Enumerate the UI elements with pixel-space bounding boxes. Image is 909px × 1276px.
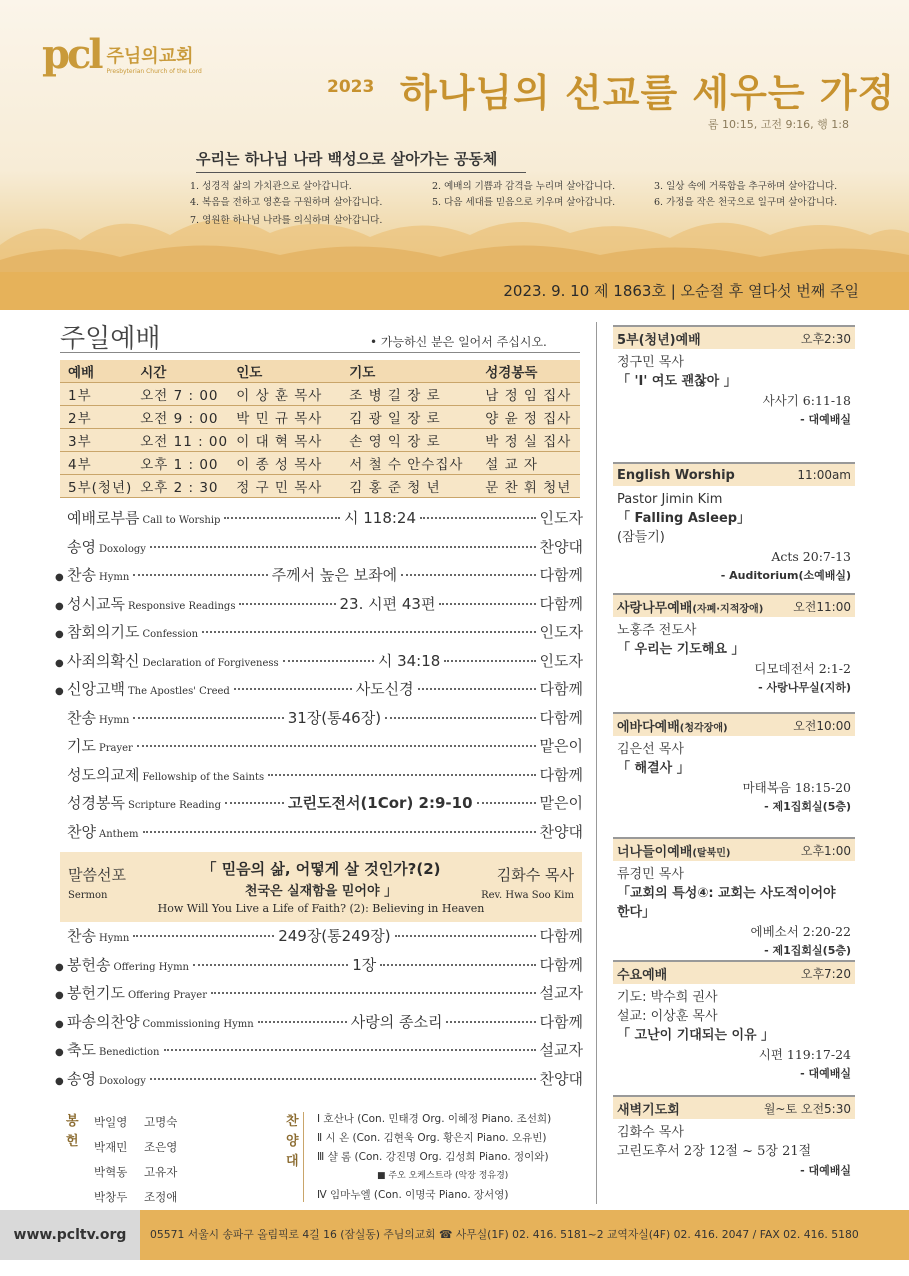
leader-dots bbox=[380, 964, 535, 966]
stand-bullet-icon: ● bbox=[55, 961, 64, 973]
sermon-label-en: Sermon bbox=[68, 890, 108, 901]
order-item bbox=[55, 1011, 583, 1037]
service-time: 오후2:30 bbox=[800, 331, 851, 346]
service-name bbox=[617, 964, 667, 983]
choir-item: Ⅰ 호산나 (Con. 민태경 Org. 이혜정 Piano. 조선희) bbox=[317, 1113, 552, 1125]
table-cell: 손 영 익 장 로 bbox=[341, 428, 477, 451]
service-name bbox=[617, 597, 763, 616]
choir-label: 찬 양 대 bbox=[286, 1114, 299, 1169]
table-cell: 김 광 일 장 로 bbox=[341, 405, 477, 428]
order-item-leader: 다함께 bbox=[539, 1012, 583, 1031]
order-item bbox=[55, 821, 583, 847]
leader-dots bbox=[202, 631, 535, 633]
table-header: 예배 bbox=[60, 360, 132, 382]
order-item-eng: Doxology bbox=[98, 1075, 146, 1087]
stand-bullet-icon: ● bbox=[55, 1047, 64, 1058]
leader-dots bbox=[418, 688, 536, 690]
table-cell: 남 정 임 집사 bbox=[477, 382, 580, 405]
leader-dots bbox=[401, 574, 535, 576]
table-row bbox=[60, 474, 580, 497]
sermon-pastor: 김화수 목사 bbox=[496, 866, 574, 884]
principle-item: 3. 일상 속에 거룩함을 추구하며 살아갑니다. bbox=[654, 181, 838, 192]
order-item-content: 주께서 높은 보좌에 bbox=[271, 566, 398, 584]
order-item-kor: 사죄의확신 bbox=[67, 651, 140, 670]
sermon-label: 말씀선포 bbox=[68, 866, 126, 884]
service-scripture: Acts 20:7-13 bbox=[771, 549, 851, 564]
choir-item: Ⅳ 임마누엘 (Con. 이명국 Piano. 장서영) bbox=[317, 1189, 509, 1201]
column-divider bbox=[596, 322, 597, 1204]
stand-bullet-icon: ● bbox=[55, 990, 64, 1001]
order-item-eng: Benediction bbox=[98, 1047, 160, 1058]
service-name-text: 사랑나무예배 bbox=[617, 600, 693, 616]
leader-dots bbox=[224, 517, 340, 519]
service-block bbox=[613, 1095, 855, 1180]
table-cell: 1부 bbox=[60, 382, 132, 405]
offering-pair bbox=[94, 1135, 194, 1160]
order-item-eng: Commissioning Hymn bbox=[142, 1018, 254, 1030]
motto: 우리는 하나님 나라 백성으로 살아가는 공동체 bbox=[196, 148, 526, 173]
service-header bbox=[613, 1095, 855, 1119]
leader-dots bbox=[395, 935, 536, 937]
annual-theme-title: 하나님의 선교를 세우는 가정 bbox=[400, 71, 896, 115]
service-body bbox=[613, 349, 855, 429]
order-item-kor: 파송의찬양 bbox=[67, 1012, 140, 1031]
order-item bbox=[55, 650, 583, 676]
service-schedule-table bbox=[60, 360, 580, 498]
logo-name: 주님의교회 bbox=[106, 46, 194, 67]
order-item-eng: Doxology bbox=[98, 543, 146, 555]
leader-dots bbox=[150, 546, 536, 548]
table-cell: 박 정 실 집사 bbox=[477, 428, 580, 451]
order-item bbox=[55, 925, 583, 951]
service-time: 월~토 오전5:30 bbox=[763, 1101, 851, 1116]
service-header bbox=[613, 325, 855, 349]
order-item-leader: 맡은이 bbox=[539, 794, 583, 812]
service-header bbox=[613, 593, 855, 617]
table-cell: 조 병 길 장 로 bbox=[341, 382, 477, 405]
orchestra-note: ■ 주오 오케스트라 (악장 정유경) bbox=[377, 1171, 509, 1181]
order-item-leader: 맡은이 bbox=[539, 737, 583, 755]
service-audience: (자폐·지적장애) bbox=[692, 603, 764, 615]
table-header: 기도 bbox=[341, 360, 477, 382]
offering-pair bbox=[94, 1160, 194, 1185]
table-cell: 3부 bbox=[60, 428, 132, 451]
table-cell: 오전 11 : 00 bbox=[132, 428, 228, 451]
leader-dots bbox=[193, 964, 348, 966]
sermon-box bbox=[60, 852, 582, 922]
service-sermon-title: 「 Falling Asleep」 bbox=[617, 511, 751, 526]
order-item-kor: 성경봉독 bbox=[67, 794, 125, 812]
offering-pair bbox=[94, 1185, 194, 1210]
order-item bbox=[55, 735, 583, 761]
offering-pair bbox=[94, 1110, 194, 1135]
order-item-kor: 기도 bbox=[67, 737, 96, 755]
stand-note: • 가능하신 분은 일어서 주십시오. bbox=[370, 335, 547, 349]
order-item-kor: 봉헌송 bbox=[67, 955, 111, 974]
table-row bbox=[60, 428, 580, 451]
logo-english: Presbyterian Church of the Lord bbox=[106, 68, 202, 75]
sermon-pastor-en: Rev. Hwa Soo Kim bbox=[481, 890, 574, 901]
order-item-kor: 찬송 bbox=[67, 927, 96, 945]
divider bbox=[303, 1112, 304, 1202]
offering-name: 박재민 bbox=[94, 1140, 128, 1154]
offering-name: 조은영 bbox=[144, 1140, 178, 1154]
table-cell: 4부 bbox=[60, 451, 132, 474]
service-time: 11:00am bbox=[797, 468, 851, 482]
leader-dots bbox=[446, 1021, 535, 1023]
order-item-content: 사랑의 종소리 bbox=[350, 1012, 443, 1031]
stand-bullet-icon: ● bbox=[55, 657, 64, 669]
order-item-kor: 성도의교제 bbox=[67, 765, 140, 784]
order-item-kor: 찬양 bbox=[67, 822, 96, 841]
table-cell: 서 철 수 안수집사 bbox=[341, 451, 477, 474]
offering-name: 박일영 bbox=[94, 1115, 128, 1129]
principle-item: 4. 복음을 전하고 영혼을 구원하며 살아갑니다. bbox=[190, 197, 383, 208]
service-time: 오전10:00 bbox=[793, 718, 851, 733]
order-item bbox=[55, 621, 583, 647]
order-item-content: 31장(통46장) bbox=[287, 708, 382, 727]
order-item-kor: 송영 bbox=[67, 1069, 96, 1088]
service-name-text: English Worship bbox=[617, 467, 735, 483]
order-item bbox=[55, 1068, 583, 1094]
leader-dots bbox=[164, 1049, 536, 1051]
order-item-leader: 찬양대 bbox=[539, 1069, 583, 1088]
service-body bbox=[613, 861, 855, 960]
leader-dots bbox=[211, 992, 536, 994]
stand-bullet-icon: ● bbox=[55, 1075, 64, 1087]
service-location: - 제1집회실(5층) bbox=[764, 800, 851, 813]
order-item-kor: 봉헌기도 bbox=[67, 984, 125, 1002]
order-item bbox=[55, 564, 583, 590]
service-scripture: 마태복음 18:15-20 bbox=[742, 780, 851, 795]
section-title: 주일예배 bbox=[60, 324, 161, 354]
service-line: 노홍주 전도사 bbox=[617, 623, 697, 638]
leader-dots bbox=[444, 660, 535, 662]
service-audience: (청각장애) bbox=[679, 722, 728, 734]
order-item-eng: Confession bbox=[142, 629, 199, 640]
offering-name: 고명숙 bbox=[144, 1115, 178, 1129]
order-item-kor: 찬송 bbox=[67, 566, 96, 584]
service-body bbox=[613, 736, 855, 816]
leader-dots bbox=[133, 574, 267, 576]
order-item bbox=[55, 792, 583, 818]
table-cell: 정 구 민 목사 bbox=[228, 474, 341, 497]
service-block bbox=[613, 712, 855, 816]
table-cell: 2부 bbox=[60, 405, 132, 428]
order-item-leader: 인도자 bbox=[539, 651, 583, 670]
service-name bbox=[617, 716, 728, 735]
service-name bbox=[617, 841, 730, 860]
order-item-content: 시 118:24 bbox=[343, 509, 416, 527]
stand-bullet-icon: ● bbox=[55, 1018, 64, 1030]
order-item-kor: 예배로부름 bbox=[67, 509, 140, 527]
leader-dots bbox=[133, 935, 274, 937]
leader-dots bbox=[268, 774, 535, 776]
divider bbox=[60, 352, 580, 353]
service-header bbox=[613, 960, 855, 984]
principle-item: 7. 영원한 하나님 나라를 의식하며 살아갑니다. bbox=[190, 215, 383, 226]
order-item-eng: Offering Prayer bbox=[127, 990, 208, 1001]
table-cell: 이 상 훈 목사 bbox=[228, 382, 341, 405]
offering-name: 박창두 bbox=[94, 1190, 128, 1204]
stand-bullet-icon: ● bbox=[55, 629, 64, 640]
service-sermon-subtitle: (잠들기) bbox=[617, 530, 665, 545]
logo-mark: pcl bbox=[42, 31, 101, 78]
order-item-kor: 송영 bbox=[67, 537, 96, 556]
service-name bbox=[617, 1099, 680, 1118]
leader-dots bbox=[283, 660, 374, 662]
service-name-text: 너나들이예배 bbox=[617, 844, 693, 860]
choir-item: Ⅱ 시 온 (Con. 김현욱 Org. 황은지 Piano. 오유빈) bbox=[317, 1132, 547, 1144]
order-item-leader: 찬양대 bbox=[539, 822, 583, 841]
service-name-text: 5부(청년)예배 bbox=[617, 332, 701, 348]
service-line: Pastor Jimin Kim bbox=[617, 492, 723, 507]
sermon-subtitle: 천국은 실재함을 믿어야 」 bbox=[244, 884, 398, 899]
service-line: 기도: 박수희 권사 bbox=[617, 990, 718, 1005]
service-sermon-title: 「 고난이 기대되는 이유 」 bbox=[617, 1028, 775, 1043]
principle-item: 5. 다음 세대를 믿음으로 키우며 살아갑니다. bbox=[432, 197, 616, 208]
order-item bbox=[55, 954, 583, 980]
service-block bbox=[613, 960, 855, 1083]
service-block bbox=[613, 837, 855, 960]
order-item-leader: 다함께 bbox=[539, 927, 584, 945]
order-item-eng: Hymn bbox=[98, 933, 130, 944]
order-item-content: 고린도전서(1Cor) 2:9-10 bbox=[288, 794, 473, 812]
service-location: - 제1집회실(5층) bbox=[764, 944, 851, 957]
service-audience: (탈북민) bbox=[692, 847, 731, 859]
table-header: 인도 bbox=[228, 360, 341, 382]
service-name-text: 에바다예배 bbox=[617, 719, 680, 735]
service-block bbox=[613, 462, 855, 585]
table-cell: 박 민 규 목사 bbox=[228, 405, 341, 428]
order-item-eng: Call to Worship bbox=[142, 515, 221, 526]
leader-dots bbox=[225, 802, 284, 804]
church-logo bbox=[42, 31, 202, 78]
order-item-kor: 축도 bbox=[67, 1041, 96, 1059]
service-time: 오후7:20 bbox=[800, 966, 851, 981]
order-item-kor: 신앙고백 bbox=[67, 680, 125, 698]
table-cell: 오전 9 : 00 bbox=[132, 405, 228, 428]
sermon-title-en: How Will You Live a Life of Faith? (2): Believing in Heaven bbox=[157, 902, 485, 915]
leader-dots bbox=[234, 688, 352, 690]
leader-dots bbox=[439, 603, 535, 605]
order-item-leader: 다함께 bbox=[539, 680, 583, 698]
leader-dots bbox=[150, 1078, 536, 1080]
table-row bbox=[60, 451, 580, 474]
order-item-kor: 참회의기도 bbox=[67, 623, 140, 641]
table-row bbox=[60, 405, 580, 428]
service-name bbox=[617, 329, 701, 348]
table-cell: 이 종 성 목사 bbox=[228, 451, 341, 474]
table-cell: 이 대 혁 목사 bbox=[228, 428, 341, 451]
choir-item: Ⅲ 샬 롬 (Con. 강진명 Org. 김성희 Piano. 정이와) bbox=[317, 1151, 549, 1163]
service-location: - 대예배실 bbox=[800, 413, 851, 426]
order-item-eng: The Apostles' Creed bbox=[127, 686, 230, 697]
year: 2023 bbox=[327, 77, 375, 97]
order-item-eng: Hymn bbox=[98, 572, 130, 583]
service-block bbox=[613, 593, 855, 697]
service-body bbox=[613, 486, 855, 585]
order-item-leader: 다함께 bbox=[539, 765, 583, 784]
service-line: 류경민 목사 bbox=[617, 867, 684, 882]
order-item-content: 사도신경 bbox=[355, 680, 414, 698]
order-item bbox=[55, 507, 583, 533]
leader-dots bbox=[477, 802, 536, 804]
service-line: 고린도후서 2장 12절 ~ 5장 21절 bbox=[617, 1144, 812, 1159]
offering-name: 박혁동 bbox=[94, 1165, 128, 1179]
service-location: - 사랑나무실(지하) bbox=[758, 681, 851, 694]
order-item-leader: 다함께 bbox=[539, 708, 583, 727]
service-scripture: 사사기 6:11-18 bbox=[762, 393, 851, 408]
theme-scripture-ref: 롬 10:15, 고전 9:16, 행 1:8 bbox=[707, 118, 849, 131]
service-line: 김화수 목사 bbox=[617, 1125, 684, 1140]
credits bbox=[60, 1110, 580, 1205]
service-time: 오후1:00 bbox=[800, 843, 851, 858]
website-link[interactable]: www.pcltv.org bbox=[0, 1210, 140, 1260]
order-item-eng: Offering Hymn bbox=[113, 961, 189, 973]
footer bbox=[0, 1210, 909, 1260]
offering-names bbox=[94, 1110, 194, 1210]
table-cell: 문 찬 휘 청년 bbox=[477, 474, 580, 497]
order-item-kor: 성시교독 bbox=[67, 594, 125, 613]
order-item-eng: Prayer bbox=[98, 743, 133, 754]
order-item-leader: 찬양대 bbox=[539, 537, 583, 556]
service-body bbox=[613, 984, 855, 1083]
stand-bullet-icon: ● bbox=[55, 572, 64, 583]
service-header bbox=[613, 712, 855, 736]
service-sermon-title: 「 'I' 여도 괜찮아 」 bbox=[617, 374, 737, 389]
order-item bbox=[55, 707, 583, 733]
address: 05571 서울시 송파구 올림픽로 4길 16 (잠실동) 주님의교회 ☎ 사무실(1F) 02. 416. 5181~2 교역자실(4F) 02. 416. 2047 / FAX 02. 416. 5180 bbox=[150, 1228, 859, 1241]
service-sermon-title: 「교회의 특성④: 교회는 사도적이어야 한다」 bbox=[617, 886, 836, 920]
order-item-content: 23. 시편 43편 bbox=[339, 594, 436, 613]
issue-info: 2023. 9. 10 제 1863호 | 오순절 후 열다섯 번째 주일 bbox=[503, 282, 859, 300]
offering-name: 고유자 bbox=[144, 1165, 178, 1179]
order-item bbox=[55, 536, 583, 562]
table-cell: 오후 1 : 00 bbox=[132, 451, 228, 474]
table-cell: 김 홍 준 청 년 bbox=[341, 474, 477, 497]
order-item bbox=[55, 593, 583, 619]
order-item-leader: 인도자 bbox=[539, 509, 584, 527]
service-location: - 대예배실 bbox=[800, 1164, 851, 1177]
service-sermon-title: 「 해결사 」 bbox=[617, 761, 690, 776]
service-body bbox=[613, 1119, 855, 1180]
service-body bbox=[613, 617, 855, 697]
table-cell: 설 교 자 bbox=[477, 451, 580, 474]
order-item bbox=[55, 678, 583, 704]
order-item bbox=[55, 1039, 583, 1065]
leader-dots bbox=[258, 1021, 347, 1023]
service-block bbox=[613, 325, 855, 429]
service-line: 정구민 목사 bbox=[617, 355, 684, 370]
table-cell: 양 윤 정 집사 bbox=[477, 405, 580, 428]
stand-bullet-icon: ● bbox=[55, 600, 64, 612]
order-item-kor: 찬송 bbox=[67, 708, 96, 727]
order-item-eng: Anthem bbox=[98, 828, 139, 840]
stand-bullet-icon: ● bbox=[55, 686, 64, 697]
service-name bbox=[617, 468, 735, 483]
table-cell: 5부(청년) bbox=[60, 474, 132, 497]
service-name-text: 수요예배 bbox=[617, 967, 668, 983]
order-item-leader: 다함께 bbox=[539, 955, 583, 974]
order-item bbox=[55, 982, 583, 1008]
order-item-leader: 다함께 bbox=[539, 566, 584, 584]
table-header: 시간 bbox=[132, 360, 228, 382]
principle-item: 1. 성경적 삶의 가치관으로 살아갑니다. bbox=[190, 181, 352, 192]
service-location: - 대예배실 bbox=[800, 1067, 851, 1080]
service-scripture: 에베소서 2:20-22 bbox=[750, 924, 851, 939]
service-line: 설교: 이상훈 목사 bbox=[617, 1009, 718, 1024]
order-item-eng: Scripture Reading bbox=[127, 800, 221, 811]
service-line: 김은선 목사 bbox=[617, 742, 684, 757]
service-sermon-title: 「 우리는 기도해요 」 bbox=[617, 642, 745, 657]
service-time: 오전11:00 bbox=[793, 599, 851, 614]
order-item-leader: 인도자 bbox=[539, 623, 583, 641]
sermon-title: 「 믿음의 삶, 어떻게 살 것인가?(2) bbox=[201, 860, 441, 878]
table-cell: 오후 2 : 30 bbox=[132, 474, 228, 497]
order-item-eng: Declaration of Forgiveness bbox=[142, 657, 279, 669]
order-item-leader: 다함께 bbox=[539, 594, 583, 613]
order-item-content: 1장 bbox=[352, 955, 377, 974]
choir-list bbox=[317, 1110, 551, 1205]
table-cell: 오전 7 : 00 bbox=[132, 382, 228, 405]
principle-item: 2. 예배의 기쁨과 감격을 누리며 살아갑니다. bbox=[432, 181, 616, 192]
table-row bbox=[60, 382, 580, 405]
order-item-eng: Responsive Readings bbox=[127, 600, 236, 612]
leader-dots bbox=[133, 717, 283, 719]
service-location: - Auditorium(소예배실) bbox=[720, 569, 851, 582]
service-scripture: 디모데전서 2:1-2 bbox=[754, 661, 851, 676]
leader-dots bbox=[239, 603, 335, 605]
leader-dots bbox=[137, 745, 536, 747]
table-header: 성경봉독 bbox=[477, 360, 580, 382]
service-name-text: 새벽기도회 bbox=[617, 1102, 680, 1118]
service-header bbox=[613, 837, 855, 861]
order-item-leader: 설교자 bbox=[539, 1041, 583, 1059]
offering-name: 조정애 bbox=[144, 1190, 178, 1204]
order-item bbox=[55, 764, 583, 790]
order-item-eng: Fellowship of the Saints bbox=[142, 771, 265, 783]
table-header-row bbox=[60, 360, 580, 382]
order-item-leader: 설교자 bbox=[539, 984, 583, 1002]
service-scripture: 시편 119:17-24 bbox=[758, 1047, 851, 1062]
header-banner bbox=[0, 0, 909, 310]
order-item-content: 249장(통249장) bbox=[278, 927, 391, 945]
order-item-content: 시 34:18 bbox=[377, 651, 441, 670]
service-header bbox=[613, 462, 855, 486]
leader-dots bbox=[143, 831, 536, 833]
order-item-eng: Hymn bbox=[98, 714, 130, 726]
leader-dots bbox=[420, 517, 536, 519]
principle-item: 6. 가정을 작은 천국으로 일구며 살아갑니다. bbox=[654, 197, 838, 208]
leader-dots bbox=[385, 717, 535, 719]
offering-label: 봉 헌 bbox=[66, 1114, 79, 1149]
